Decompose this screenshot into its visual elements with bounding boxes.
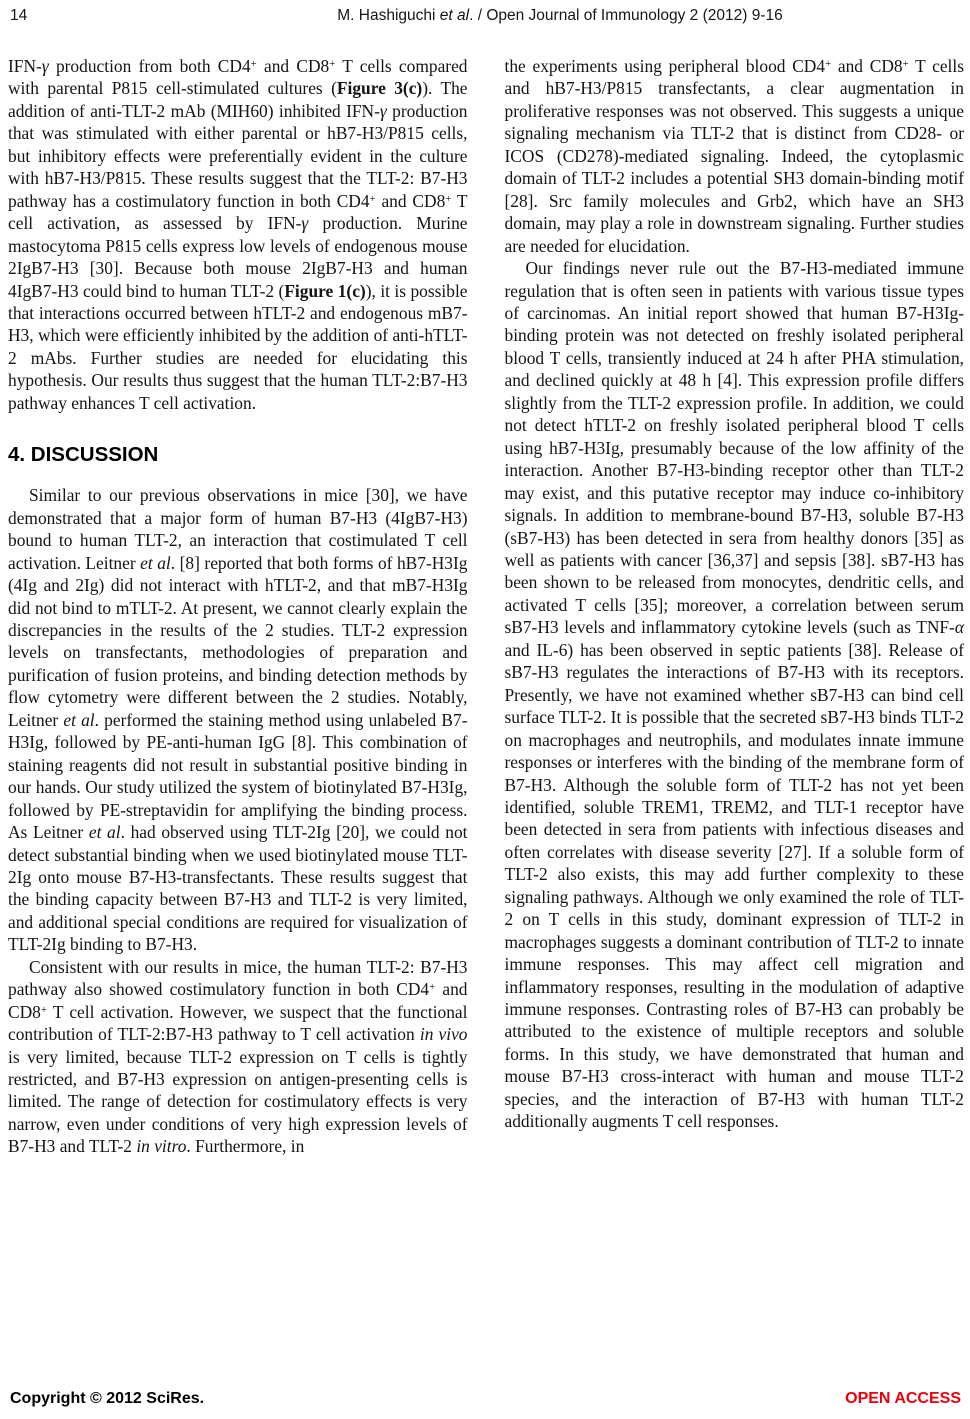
article-body — [8, 55, 964, 1158]
left-column — [8, 55, 468, 1158]
discussion-section-heading: 4. DISCUSSION — [8, 443, 159, 467]
copyright-notice: Copyright © 2012 SciRes. — [10, 1390, 205, 1407]
discussion-paragraph-2-continuation: the experiments using peripheral blood CD4+ and CD8+ T cells and hB7-H3/P815 transfectants, a clear augmentation in proliferative responses was not observed. This suggests a unique signaling mechanism via TLT-2 that is distinct from CD28- or ICOS (CD278)-mediated signaling. Indeed, the cytoplasmic domain of TLT-2 includes a potential SH3 domain-binding motif [28]. Src family molecules and Grb2, which have an SH3 domain, may play a role in downstream signaling. Further studies are needed for elucidation. — [504, 56, 964, 256]
discussion-paragraph-1: Similar to our previous observations in mice [30], we have demonstrated that a major form of human B7-H3 (4IgB7-H3) bound to human TLT-2, an interaction that costimulated T cell activation. Leitner et al. [8] reported that both forms of hB7-H3Ig (4Ig and 2Ig) did not interact with hTLT-2, and that mB7-H3Ig did not bind to mTLT-2. At present, we cannot clearly explain the discrepancies in the results of the 2 studies. TLT-2 expression levels on transfectants, methodologies of preparation and purification of fusion proteins, and binding detection methods by flow cytometry were different between the 2 studies. Notably, Leitner et al. performed the staining method using unlabeled B7-H3Ig, followed by PE-anti-human IgG [8]. This combination of staining reagents did not result in substantial positive binding in our hands. Our study utilized the system of biotinylated B7-H3Ig, followed by PE-streptavidin for amplifying the binding process. As Leitner et al. had observed using TLT-2Ig [20], we could not detect substantial binding when we used biotinylated mouse TLT-2Ig onto mouse B7-H3-transfectants. These results suggest that the binding capacity between B7-H3 and TLT-2 is very limited, and additional special conditions are required for visualization of TLT-2Ig binding to B7-H3. — [8, 485, 468, 955]
discussion-paragraph-2: Consistent with our results in mice, the human TLT-2: B7-H3 pathway also showed costimulatory function in both CD4+ and CD8+ T cell activation. However, we suspect that the functional contribution of TLT-2:B7-H3 pathway to T cell activation in vivo is very limited, because TLT-2 expression on T cells is tightly restricted, and B7-H3 expression on antigen-presenting cells is limited. The range of detection for costimulatory effects is very narrow, even under conditions of very high expression levels of B7-H3 and TLT-2 in vitro. Furthermore, in — [8, 956, 468, 1157]
running-title: M. Hashiguchi et al. / Open Journal of Immunology 2 (2012) 9-16 — [337, 7, 783, 24]
page-header — [0, 7, 970, 29]
intro-continuation-paragraph: IFN-γ production from both CD4+ and CD8+ T cells compared with parental P815 cell-stimulated cultures (Figure 3(c)). The addition of anti-TLT-2 mAb (MIH60) inhibited IFN-γ production that was stimulated with either parental or hB7-H3/P815 cells, but inhibitory effects were preferentially evident in the culture with hB7-H3/P815. These results suggest that the TLT-2: B7-H3 pathway has a costimulatory function in both CD4+ and CD8+ T cell activation, as assessed by IFN-γ production. Murine mastocytoma P815 cells express low levels of endogenous mouse 2IgB7-H3 [30]. Because both mouse 2IgB7-H3 and human 4IgB7-H3 could bind to human TLT-2 (Figure 1(c)), it is possible that interactions occurred between hTLT-2 and endogenous mB7-H3, which were efficiently inhibited by the addition of anti-hTLT-2 mAbs. Further studies are needed for elucidating this hypothesis. Our results thus suggest that the human TLT-2:B7-H3 pathway enhances T cell activation. — [8, 56, 468, 413]
page-number: 14 — [10, 7, 28, 24]
page-footer — [10, 1390, 961, 1408]
discussion-paragraph-3: Our findings never rule out the B7-H3-mediated immune regulation that is often seen in patients with various tissue types of carcinomas. An initial report showed that human B7-H3Ig-binding protein was not detected on freshly isolated peripheral blood T cells, transiently induced at 24 h after PHA stimulation, and declined quickly at 48 h [4]. This expression profile differs slightly from the TLT-2 expression profile. In addition, we could not detect hTLT-2 on freshly isolated peripheral blood T cells using hB7-H3Ig, presumably because of the low affinity of the interaction. Another B7-H3-binding receptor other than TLT-2 may exist, and this putative receptor may induce co-inhibitory signals. In addition to membrane-bound B7-H3, soluble B7-H3 (sB7-H3) has been detected in sera from healthy donors [35] as well as patients with cancer [36,37] and sepsis [38]. sB7-H3 has been shown to be released from monocytes, dendritic cells, and activated T cells [35]; moreover, a correlation between serum sB7-H3 levels and inflammatory cytokine levels (such as TNF-α and IL-6) has been observed in septic patients [38]. Release of sB7-H3 regulates the interactions of B7-H3 with its receptors. Presently, we have not examined whether sB7-H3 can bind cell surface TLT-2. It is possible that the secreted sB7-H3 binds TLT-2 on macrophages and neutrophils, and modulates innate immune responses or interferes with the binding of the membrane form of B7-H3. Although the soluble form of TLT-2 has not yet been identified, soluble TREM1, TREM2, and TLT-1 receptor have been detected in sera from patients with infectious diseases and often correlates with disease severity [27]. If a soluble form of TLT-2 also exists, this may add further complexity to these signaling pathways. Although we only examined the role of TLT-2 on T cells in this study, dominant expression of TLT-2 in macrophages suggests a dominant contribution of TLT-2 to innate immune responses. This may affect cell migration and inflammatory responses, resulting in the modulation of adaptive immune responses. Contrasting roles of B7-H3 can probably be attributed to the existence of multiple receptors and soluble forms. In this study, we have demonstrated that human and mouse B7-H3 cross-interact with human and mouse TLT-2 species, and the interaction of B7-H3 with human TLT-2 additionally augments T cell responses. — [504, 258, 964, 1132]
open-access-label: OPEN ACCESS — [845, 1390, 961, 1407]
right-column — [505, 55, 965, 1158]
